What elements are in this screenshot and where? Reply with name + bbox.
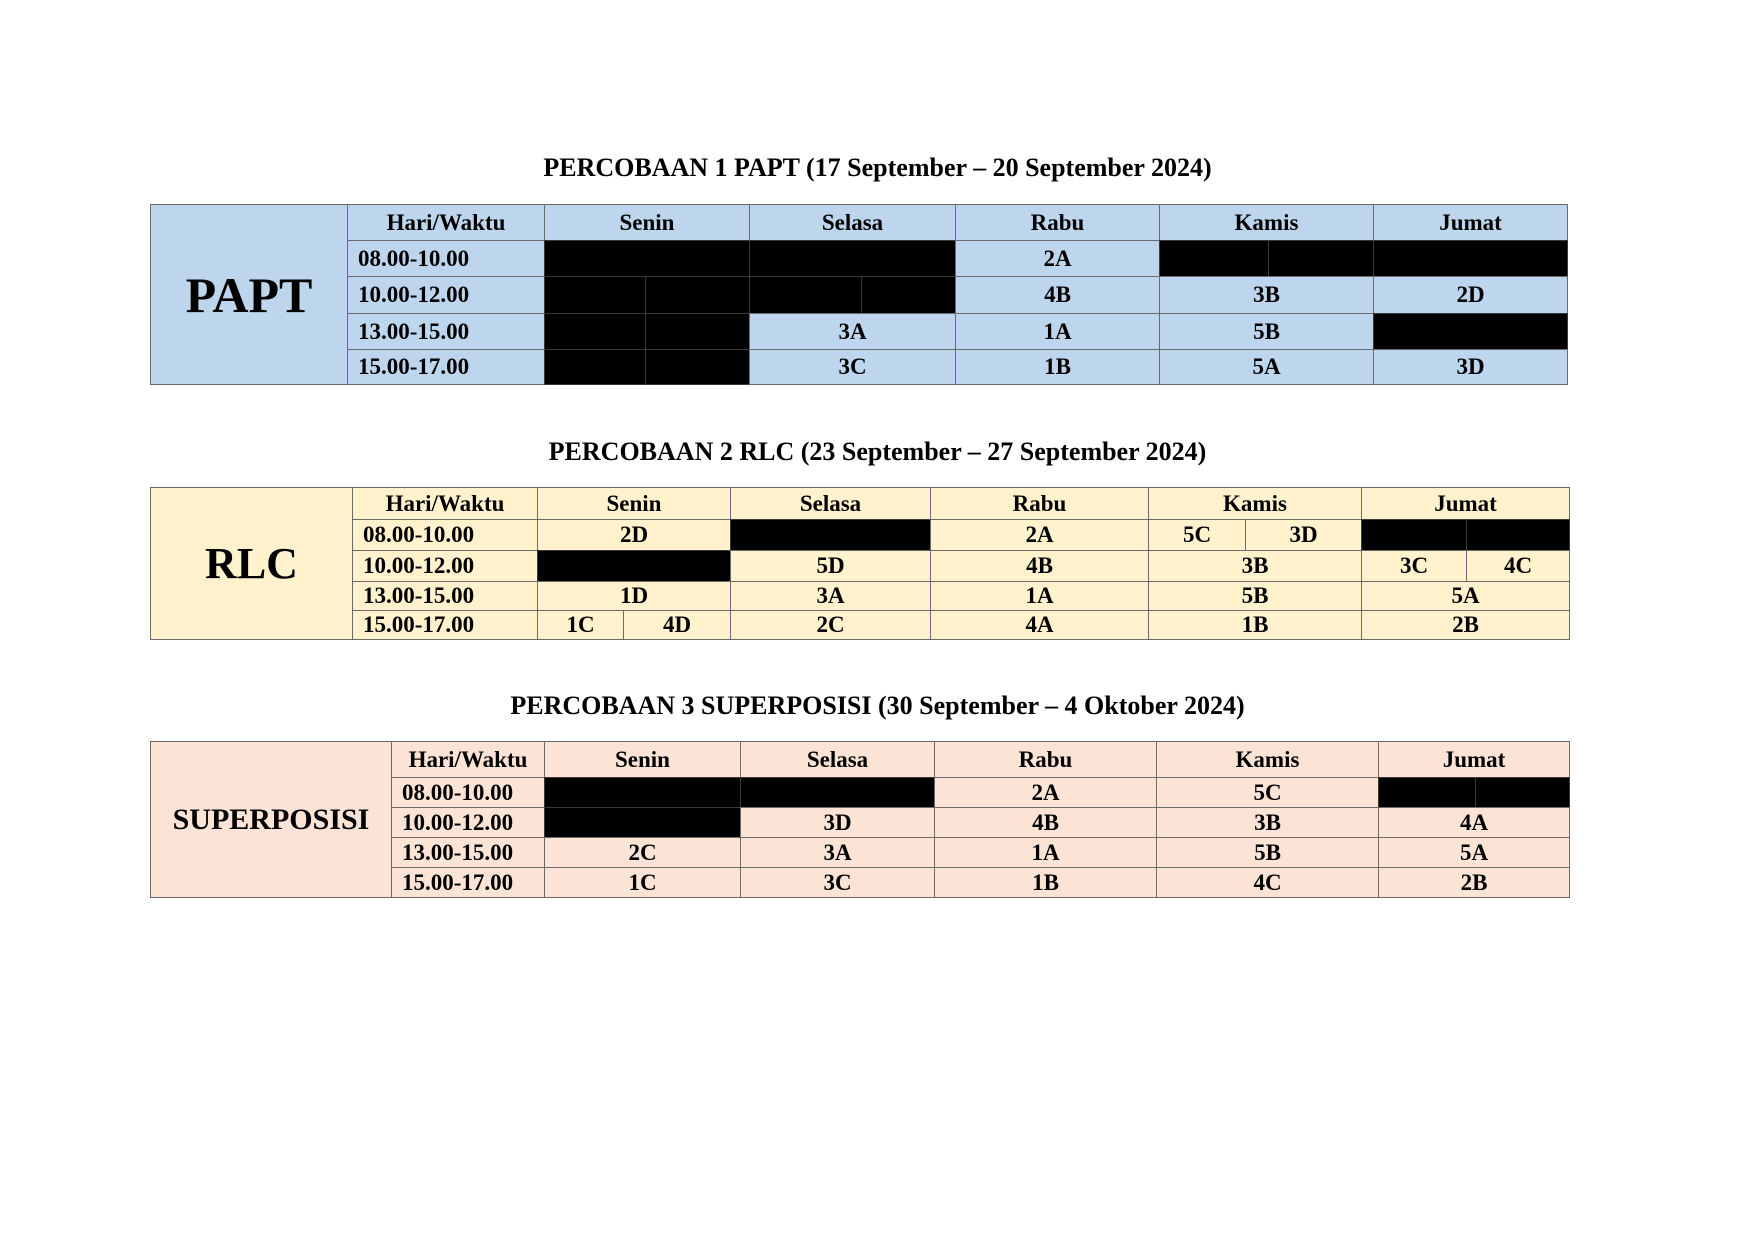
header-senin: Senin [544,204,750,241]
blocked-cell [544,349,646,385]
schedule-cell: 2C [544,837,741,868]
schedule-cell: 2D [537,519,731,551]
schedule-cell: 1B [934,867,1157,898]
schedule-cell: 5C [1148,519,1246,551]
blocked-cell [645,349,750,385]
schedule-cell: 5A [1378,837,1570,868]
schedule-cell: 4B [930,550,1149,582]
blocked-cell [1378,777,1476,808]
time-slot: 13.00-15.00 [347,313,545,350]
table-label: SUPERPOSISI [150,741,392,898]
schedule-cell: 3C [749,349,956,385]
header-selasa: Selasa [740,741,935,778]
schedule-cell: 1B [1148,610,1362,640]
title-percobaan-1: PERCOBAAN 1 PAPT (17 September – 20 September 2024) [543,153,1212,182]
time-slot: 13.00-15.00 [352,581,538,611]
header-senin: Senin [537,487,731,520]
schedule-cell: 4C [1156,867,1379,898]
schedule-cell: 3A [740,837,935,868]
blocked-cell [740,777,935,808]
header-kamis: Kamis [1159,204,1374,241]
schedule-cell: 2A [930,519,1149,551]
schedule-cell: 2A [934,777,1157,808]
schedule-cell: 5A [1159,349,1374,385]
schedule-cell: 3A [749,313,956,350]
schedule-cell: 5C [1156,777,1379,808]
schedule-cell: 3D [1373,349,1568,385]
schedule-cell: 3B [1148,550,1362,582]
time-slot: 10.00-12.00 [352,550,538,582]
blocked-cell [749,240,956,277]
schedule-cell: 3B [1159,276,1374,314]
schedule-cell: 2A [955,240,1160,277]
blocked-cell [1475,777,1570,808]
blocked-cell [1361,519,1467,551]
time-slot: 13.00-15.00 [391,837,545,868]
schedule-cell: 1A [934,837,1157,868]
header-hari-waktu: Hari/Waktu [347,204,545,241]
schedule-cell: 2D [1373,276,1568,314]
schedule-cell: 1C [537,610,624,640]
schedule-cell: 5B [1148,581,1362,611]
blocked-cell [749,276,862,314]
time-slot: 10.00-12.00 [347,276,545,314]
header-jumat: Jumat [1378,741,1570,778]
schedule-cell: 2C [730,610,931,640]
title-percobaan-2: PERCOBAAN 2 RLC (23 September – 27 September 2024) [548,437,1207,466]
schedule-cell: 3C [1361,550,1467,582]
blocked-cell [537,550,731,582]
schedule-cell: 4D [623,610,731,640]
header-jumat: Jumat [1361,487,1570,520]
schedule-cell: 5B [1156,837,1379,868]
schedule-cell: 4C [1466,550,1570,582]
time-slot: 10.00-12.00 [391,807,545,838]
header-rabu: Rabu [934,741,1157,778]
header-hari-waktu: Hari/Waktu [352,487,538,520]
schedule-cell: 3A [730,581,931,611]
blocked-cell [861,276,956,314]
schedule-cell: 1A [930,581,1149,611]
time-slot: 08.00-10.00 [391,777,545,808]
schedule-cell: 4B [934,807,1157,838]
title-percobaan-3: PERCOBAAN 3 SUPERPOSISI (30 September – 4 Oktober 2024) [510,691,1245,720]
blocked-cell [1268,240,1374,277]
schedule-cell: 2B [1361,610,1570,640]
header-senin: Senin [544,741,741,778]
schedule-cell: 4B [955,276,1160,314]
header-selasa: Selasa [749,204,956,241]
schedule-cell: 1D [537,581,731,611]
blocked-cell [1373,313,1568,350]
time-slot: 08.00-10.00 [352,519,538,551]
blocked-cell [645,276,750,314]
schedule-cell: 3D [740,807,935,838]
schedule-cell: 5A [1361,581,1570,611]
header-kamis: Kamis [1148,487,1362,520]
schedule-cell: 4A [930,610,1149,640]
table-label: RLC [150,487,353,640]
blocked-cell [544,777,741,808]
schedule-cell: 3B [1156,807,1379,838]
time-slot: 15.00-17.00 [391,867,545,898]
schedule-cell: 3D [1245,519,1362,551]
header-rabu: Rabu [930,487,1149,520]
time-slot: 08.00-10.00 [347,240,545,277]
blocked-cell [730,519,931,551]
blocked-cell [1373,240,1568,277]
schedule-cell: 2B [1378,867,1570,898]
table-label: PAPT [150,204,348,385]
header-selasa: Selasa [730,487,931,520]
schedule-cell: 4A [1378,807,1570,838]
blocked-cell [645,313,750,350]
blocked-cell [1159,240,1269,277]
time-slot: 15.00-17.00 [347,349,545,385]
header-hari-waktu: Hari/Waktu [391,741,545,778]
blocked-cell [1466,519,1570,551]
blocked-cell [544,276,646,314]
time-slot: 15.00-17.00 [352,610,538,640]
schedule-cell: 5B [1159,313,1374,350]
schedule-cell: 1C [544,867,741,898]
blocked-cell [544,313,646,350]
schedule-cell: 1A [955,313,1160,350]
schedule-cell: 1B [955,349,1160,385]
blocked-cell [544,240,750,277]
schedule-cell: 5D [730,550,931,582]
blocked-cell [544,807,741,838]
header-kamis: Kamis [1156,741,1379,778]
header-rabu: Rabu [955,204,1160,241]
header-jumat: Jumat [1373,204,1568,241]
schedule-cell: 3C [740,867,935,898]
